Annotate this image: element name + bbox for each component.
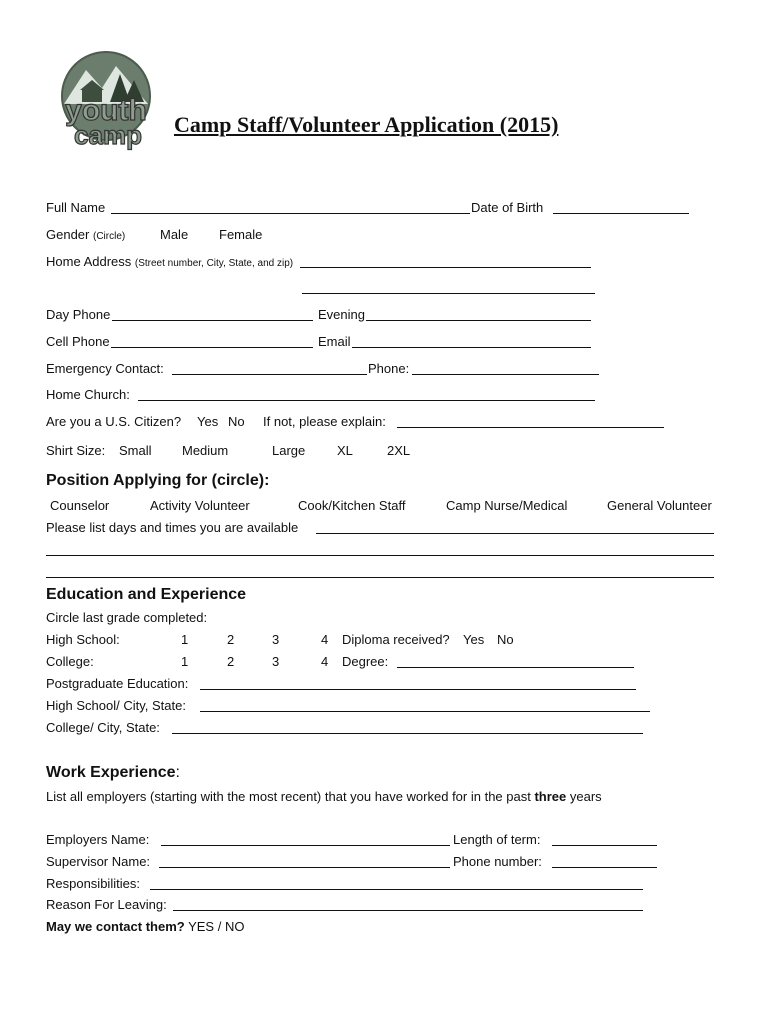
day-phone-field[interactable]	[112, 320, 313, 321]
work-heading: Work Experience:	[46, 764, 180, 781]
position-camp-nurse[interactable]: Camp Nurse/Medical	[446, 498, 568, 513]
position-activity-volunteer[interactable]: Activity Volunteer	[150, 498, 250, 513]
position-heading: Position Applying for (circle):	[46, 472, 270, 489]
education-heading: Education and Experience	[46, 586, 247, 603]
dob-label: Date of Birth	[471, 200, 544, 215]
employer-label: Employers Name:	[46, 832, 150, 847]
cell-phone-label: Cell Phone	[46, 334, 110, 349]
shirt-size-large[interactable]: Large	[272, 443, 306, 458]
supervisor-label: Supervisor Name:	[46, 854, 151, 869]
home-church-field[interactable]	[138, 400, 595, 401]
position-general-volunteer[interactable]: General Volunteer	[607, 498, 712, 513]
gender-label: Gender (Circle)	[46, 227, 126, 242]
address-field-1[interactable]	[300, 267, 591, 268]
explain-field[interactable]	[397, 427, 664, 428]
circle-grade-label: Circle last grade completed:	[46, 610, 208, 625]
length-field[interactable]	[552, 845, 657, 846]
dob-field[interactable]	[553, 213, 689, 214]
emergency-contact-field[interactable]	[172, 374, 367, 375]
high-school-label: High School:	[46, 632, 120, 647]
phone-number-field[interactable]	[552, 867, 657, 868]
responsibilities-label: Responsibilities:	[46, 876, 140, 891]
email-label: Email	[318, 334, 351, 349]
evening-label: Evening	[318, 307, 365, 322]
citizen-yes[interactable]: Yes	[197, 414, 219, 429]
availability-field-3[interactable]	[46, 577, 714, 578]
home-church-label: Home Church:	[46, 387, 130, 402]
gender-male[interactable]: Male	[160, 227, 189, 242]
shirt-size-label: Shirt Size:	[46, 443, 106, 458]
citizen-no[interactable]: No	[228, 414, 245, 429]
emergency-contact-label: Emergency Contact:	[46, 361, 164, 376]
reason-label: Reason For Leaving:	[46, 897, 167, 912]
availability-label: Please list days and times you are available	[46, 520, 299, 535]
logo-word-bottom: camp	[74, 120, 142, 150]
citizen-question: Are you a U.S. Citizen?	[46, 414, 182, 429]
address-label: Home Address (Street number, City, State, and zip)	[46, 254, 294, 269]
degree-label: Degree:	[342, 654, 389, 669]
hs-grade-2[interactable]: 2	[227, 632, 235, 647]
position-cook-kitchen[interactable]: Cook/Kitchen Staff	[298, 498, 406, 513]
contact-question: May we contact them? YES / NO	[46, 919, 245, 934]
availability-field-2[interactable]	[46, 555, 714, 556]
postgrad-field[interactable]	[200, 689, 636, 690]
availability-field-1[interactable]	[316, 533, 714, 534]
full-name-label: Full Name	[46, 200, 106, 215]
shirt-size-xl[interactable]: XL	[337, 443, 353, 458]
address-field-2[interactable]	[302, 293, 595, 294]
shirt-size-small[interactable]: Small	[119, 443, 152, 458]
diploma-yes[interactable]: Yes	[463, 632, 485, 647]
gender-female[interactable]: Female	[219, 227, 263, 242]
hs-grade-1[interactable]: 1	[181, 632, 189, 647]
diploma-no[interactable]: No	[497, 632, 514, 647]
supervisor-field[interactable]	[159, 867, 450, 868]
college-grade-3[interactable]: 3	[272, 654, 280, 669]
evening-phone-field[interactable]	[366, 320, 591, 321]
college-city-field[interactable]	[172, 733, 643, 734]
emergency-phone-field[interactable]	[412, 374, 599, 375]
day-phone-label: Day Phone	[46, 307, 111, 322]
hs-grade-3[interactable]: 3	[272, 632, 280, 647]
full-name-field[interactable]	[111, 213, 470, 214]
youth-camp-logo	[50, 44, 162, 156]
explain-label: If not, please explain:	[263, 414, 386, 429]
college-grade-4[interactable]: 4	[321, 654, 329, 669]
length-label: Length of term:	[453, 832, 541, 847]
diploma-question: Diploma received?	[342, 632, 450, 647]
college-grade-1[interactable]: 1	[181, 654, 189, 669]
hs-city-label: High School/ City, State:	[46, 698, 186, 713]
college-grade-2[interactable]: 2	[227, 654, 235, 669]
work-intro: List all employers (starting with the most recent) that you have worked for in the past three years	[46, 789, 602, 804]
cell-phone-field[interactable]	[111, 347, 313, 348]
degree-field[interactable]	[397, 667, 634, 668]
emergency-phone-label: Phone:	[368, 361, 410, 376]
college-city-label: College/ City, State:	[46, 720, 160, 735]
phone-number-label: Phone number:	[453, 854, 542, 869]
email-field[interactable]	[352, 347, 591, 348]
logo-word-top: youth	[65, 94, 147, 127]
college-label: College:	[46, 654, 94, 669]
postgrad-label: Postgraduate Education:	[46, 676, 189, 691]
shirt-size-medium[interactable]: Medium	[182, 443, 229, 458]
hs-grade-4[interactable]: 4	[321, 632, 329, 647]
employer-field[interactable]	[161, 845, 450, 846]
form-title: Camp Staff/Volunteer Application (2015)	[174, 112, 559, 137]
shirt-size-2xl[interactable]: 2XL	[387, 443, 411, 458]
reason-field[interactable]	[173, 910, 643, 911]
hs-city-field[interactable]	[200, 711, 650, 712]
contact-yes-no[interactable]: YES / NO	[188, 919, 245, 934]
responsibilities-field[interactable]	[150, 889, 643, 890]
position-counselor[interactable]: Counselor	[50, 498, 110, 513]
